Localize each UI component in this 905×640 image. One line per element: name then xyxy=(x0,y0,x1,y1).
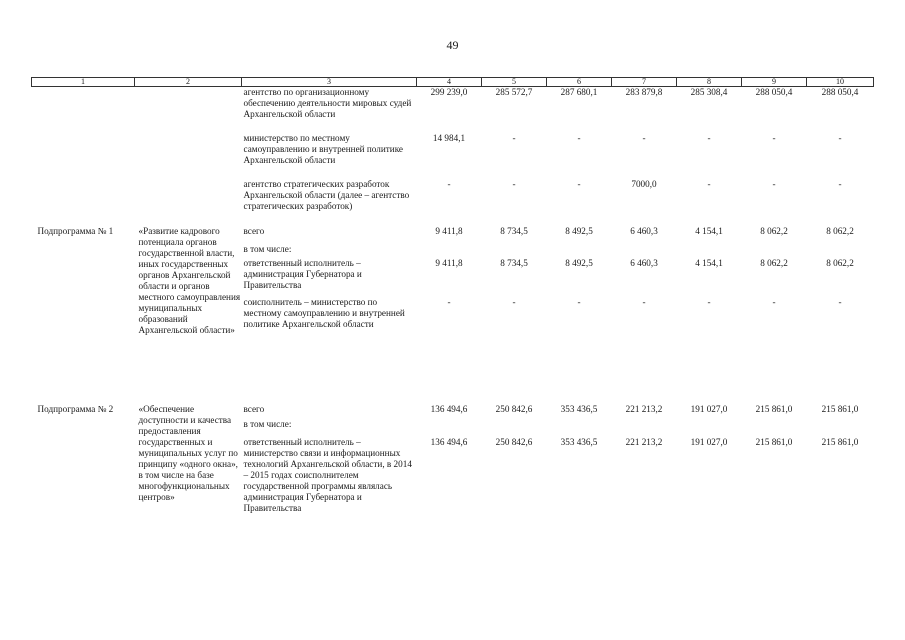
value-cell: 8 062,2 xyxy=(760,226,788,236)
value-cell: - xyxy=(577,179,581,189)
value-cell: - xyxy=(447,297,451,307)
value-cell: 288 050,4 xyxy=(821,87,859,97)
value-cell: - xyxy=(707,179,711,189)
column-header: 3 xyxy=(242,78,417,87)
page-number: 49 xyxy=(446,38,459,52)
budget-table xyxy=(31,77,874,514)
value-cell: - xyxy=(577,297,581,307)
executor-cell: министерство по местному самоуправлению и внутренней политике Архангельской области xyxy=(243,133,404,165)
executor-cell: всего xyxy=(243,226,265,236)
executor-cell: агентство по организационному обеспечению деятельности мировых судей Архангельской области xyxy=(243,87,412,119)
executor-cell: всего xyxy=(243,404,265,414)
program-cell xyxy=(32,87,135,121)
program-title-cell xyxy=(135,179,242,212)
value-cell: 7000,0 xyxy=(631,179,657,189)
value-cell: 299 239,0 xyxy=(430,87,468,97)
executor-cell: ответственный исполнитель – администрация Губернатора и Правительства xyxy=(243,258,362,290)
value-cell: 250 842,6 xyxy=(495,404,533,414)
value-cell: 215 861,0 xyxy=(755,437,793,447)
column-header: 7 xyxy=(612,78,677,87)
column-header: 1 xyxy=(32,78,135,87)
value-cell: - xyxy=(772,297,776,307)
value-cell: - xyxy=(642,133,646,143)
value-cell: 288 050,4 xyxy=(755,87,793,97)
executor-cell: агентство стратегических разработок Архангельской области (далее – агентство стратегических разработок) xyxy=(243,179,410,211)
column-header: 9 xyxy=(742,78,807,87)
column-header-row xyxy=(32,78,874,87)
value-cell: 191 027,0 xyxy=(690,404,728,414)
value-cell: 8 734,5 xyxy=(500,226,528,236)
subprogram-2-title: «Обеспечение доступности и качества предоставления государственных и муниципальных услуг по принципу «одного окна», в том числе на базе многофункциональных центров» xyxy=(138,404,238,502)
column-header: 4 xyxy=(417,78,482,87)
value-cell: 136 494,6 xyxy=(430,437,468,447)
value-cell: 8 492,5 xyxy=(565,258,593,268)
column-header: 2 xyxy=(135,78,242,87)
value-cell: 4 154,1 xyxy=(695,226,723,236)
table-row xyxy=(32,87,874,121)
table-row xyxy=(32,133,874,166)
value-cell: - xyxy=(512,179,516,189)
value-cell: - xyxy=(772,179,776,189)
value-cell: - xyxy=(707,297,711,307)
column-header: 10 xyxy=(807,78,874,87)
column-header: 5 xyxy=(482,78,547,87)
table-row xyxy=(32,179,874,212)
value-cell: 283 879,8 xyxy=(625,87,663,97)
value-cell: - xyxy=(838,133,842,143)
value-cell: 8 734,5 xyxy=(500,258,528,268)
subprogram-1-label: Подпрограмма № 1 xyxy=(37,226,114,236)
column-header: 8 xyxy=(677,78,742,87)
value-cell: - xyxy=(447,179,451,189)
value-cell: 8 492,5 xyxy=(565,226,593,236)
value-cell: - xyxy=(512,297,516,307)
value-cell: - xyxy=(642,297,646,307)
executor-cell: в том числе: xyxy=(243,244,292,254)
subprogram-1-title: «Развитие кадрового потенциала органов государственной власти, иных государственных органов Архангельской области и органов местного самоуправления муниципальных образований Архангельской области» xyxy=(138,226,241,335)
table-row xyxy=(32,404,874,415)
value-cell: - xyxy=(838,179,842,189)
value-cell: 14 984,1 xyxy=(432,133,466,143)
value-cell: 191 027,0 xyxy=(690,437,728,447)
value-cell: 9 411,8 xyxy=(435,258,463,268)
program-cell xyxy=(32,179,135,212)
column-header: 6 xyxy=(547,78,612,87)
value-cell: - xyxy=(772,133,776,143)
program-cell xyxy=(32,133,135,166)
value-cell: 250 842,6 xyxy=(495,437,533,447)
value-cell: 285 308,4 xyxy=(690,87,728,97)
value-cell: 9 411,8 xyxy=(435,226,463,236)
value-cell: 285 572,7 xyxy=(495,87,533,97)
value-cell: 6 460,3 xyxy=(630,226,658,236)
value-cell: - xyxy=(577,133,581,143)
subprogram-2-label: Подпрограмма № 2 xyxy=(37,404,114,414)
value-cell: 221 213,2 xyxy=(625,404,663,414)
executor-cell: ответственный исполнитель – министерство связи и информационных технологий Архангельской области, в 2014 – 2015 годах соисполнителем государственной программы являлась администрация Губернатора и Правительства xyxy=(243,437,412,513)
value-cell: 8 062,2 xyxy=(826,226,854,236)
executor-cell: в том числе: xyxy=(243,419,292,429)
value-cell: 8 062,2 xyxy=(826,258,854,268)
value-cell: - xyxy=(707,133,711,143)
value-cell: 353 436,5 xyxy=(560,404,598,414)
executor-cell: соисполнитель – министерство по местному самоуправлению и внутренней политике Архангельской области xyxy=(243,297,405,329)
value-cell: 4 154,1 xyxy=(695,258,723,268)
table-row xyxy=(32,226,874,237)
value-cell: 287 680,1 xyxy=(560,87,598,97)
program-title-cell xyxy=(135,133,242,166)
value-cell: 221 213,2 xyxy=(625,437,663,447)
value-cell: 136 494,6 xyxy=(430,404,468,414)
value-cell: 6 460,3 xyxy=(630,258,658,268)
value-cell: 215 861,0 xyxy=(821,437,859,447)
value-cell: 215 861,0 xyxy=(821,404,859,414)
value-cell: 8 062,2 xyxy=(760,258,788,268)
value-cell: - xyxy=(512,133,516,143)
value-cell: 353 436,5 xyxy=(560,437,598,447)
value-cell: 215 861,0 xyxy=(755,404,793,414)
program-title-cell xyxy=(135,87,242,121)
value-cell: - xyxy=(838,297,842,307)
